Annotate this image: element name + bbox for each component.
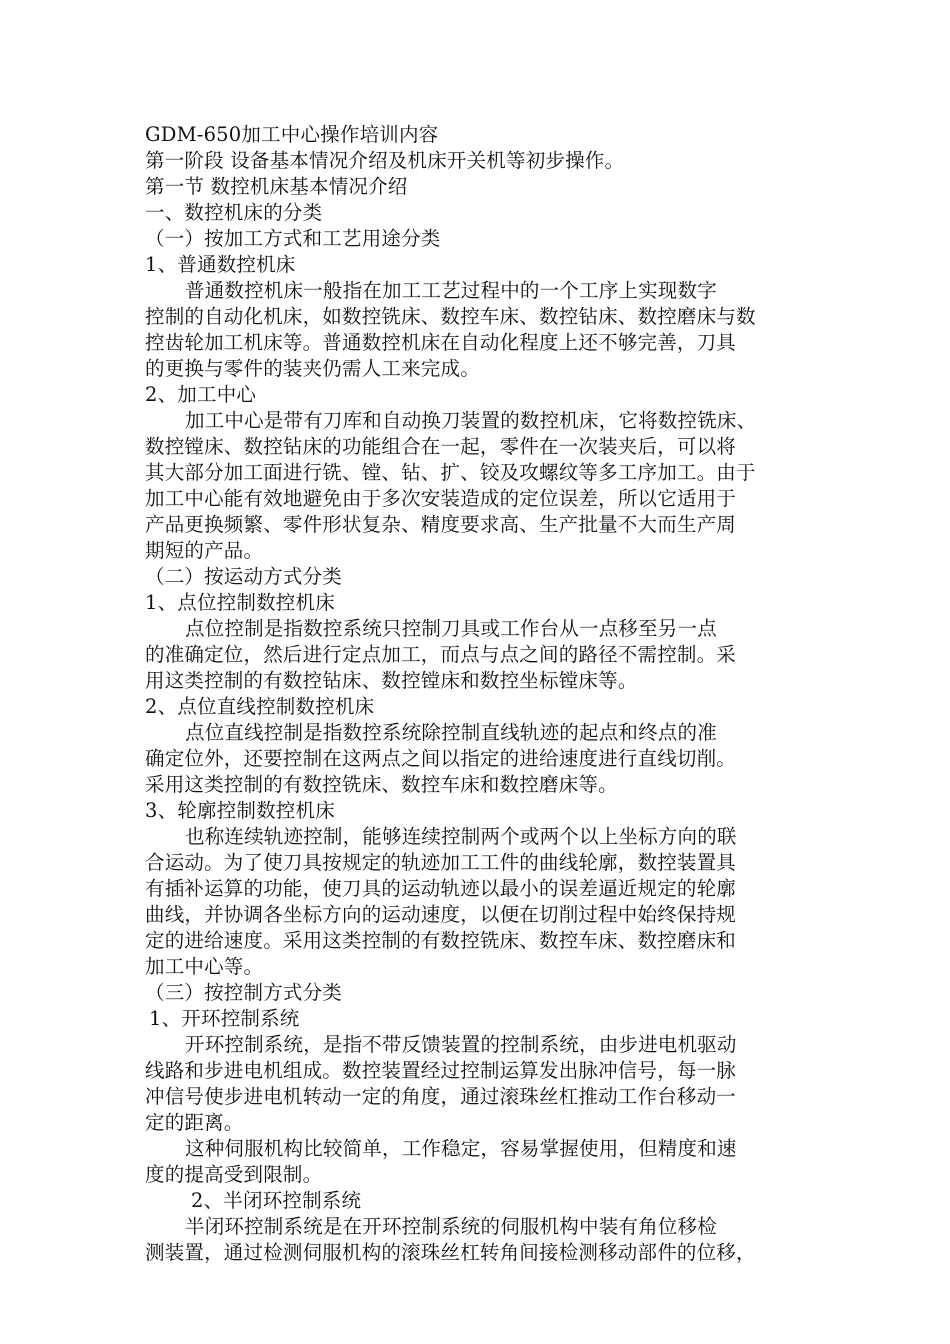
text-line: 其大部分加工面进行铣、镗、钻、扩、铰及攻螺纹等多工序加工。由于 [145, 461, 756, 484]
text-line: 2、点位直线控制数控机床 [145, 695, 375, 718]
text-line: 冲信号使步进电机转动一定的角度，通过滚珠丝杠推动工作台移动一 [145, 1085, 737, 1108]
document-body [145, 122, 815, 1266]
text-line: 定的距离。 [145, 1111, 244, 1134]
text-line: 控制的自动化机床，如数控铣床、数控车床、数控钻床、数控磨床与数 [145, 305, 756, 328]
text-line: 2、加工中心 [145, 383, 257, 406]
text-line: 测装置，通过检测伺服机构的滚珠丝杠转角间接检测移动部件的位移， [145, 1241, 756, 1264]
text-line: 的准确定位，然后进行定点加工，而点与点之间的路径不需控制。采 [145, 643, 737, 666]
text-line: 这种伺服机构比较简单，工作稳定，容易掌握使用，但精度和速 [185, 1137, 737, 1160]
text-line: 度的提高受到限制。 [145, 1163, 323, 1186]
text-line: 第一阶段 设备基本情况介绍及机床开关机等初步操作。 [145, 149, 625, 172]
text-line: 普通数控机床一般指在加工工艺过程中的一个工序上实现数字 [185, 279, 717, 302]
document-title: GDM-650加工中心操作培训内容 [145, 123, 439, 146]
text-line: 3、轮廓控制数控机床 [145, 799, 335, 822]
text-line: （一）按加工方式和工艺用途分类 [145, 227, 441, 250]
text-line: 确定位外，还要控制在这两点之间以指定的进给速度进行直线切削。 [145, 747, 737, 770]
text-line: 加工中心能有效地避免由于多次安装造成的定位误差，所以它适用于 [145, 487, 737, 510]
text-line: 加工中心等。 [145, 955, 264, 978]
text-line: 有插补运算的功能，使刀具的运动轨迹以最小的误差逼近规定的轮廓 [145, 877, 737, 900]
text-line: 1、普通数控机床 [145, 253, 296, 276]
text-line: 用这类控制的有数控钻床、数控镗床和数控坐标镗床等。 [145, 669, 638, 692]
text-line: 1、点位控制数控机床 [145, 591, 335, 614]
text-line: 一、数控机床的分类 [145, 201, 323, 224]
text-line: 定的进给速度。采用这类控制的有数控铣床、数控车床、数控磨床和 [145, 929, 737, 952]
text-line: 曲线，并协调各坐标方向的运动速度，以便在切削过程中始终保持规 [145, 903, 737, 926]
text-line: （三）按控制方式分类 [145, 981, 343, 1004]
text-line: 2、半闭环控制系统 [191, 1189, 362, 1212]
text-line: 线路和步进电机组成。数控装置经过控制运算发出脉冲信号，每一脉 [145, 1059, 737, 1082]
text-line: 半闭环控制系统是在开环控制系统的伺服机构中装有角位移检 [185, 1215, 717, 1238]
text-line: 点位直线控制是指数控系统除控制直线轨迹的起点和终点的准 [185, 721, 717, 744]
text-line: 数控镗床、数控钻床的功能组合在一起，零件在一次装夹后，可以将 [145, 435, 737, 458]
text-line: （二）按运动方式分类 [145, 565, 343, 588]
text-line: 产品更换频繁、零件形状复杂、精度要求高、生产批量不大而生产周 [145, 513, 737, 536]
text-line: 期短的产品。 [145, 539, 264, 562]
text-line: 采用这类控制的有数控铣床、数控车床和数控磨床等。 [145, 773, 618, 796]
text-line: 控齿轮加工机床等。普通数控机床在自动化程度上还不够完善，刀具 [145, 331, 737, 354]
text-line: 点位控制是指数控系统只控制刀具或工作台从一点移至另一点 [185, 617, 717, 640]
text-line: 也称连续轨迹控制，能够连续控制两个或两个以上坐标方向的联 [185, 825, 737, 848]
text-line: 1、开环控制系统 [149, 1007, 300, 1030]
text-line: 开环控制系统，是指不带反馈装置的控制系统，由步进电机驱动 [185, 1033, 737, 1056]
text-line: 加工中心是带有刀库和自动换刀装置的数控机床，它将数控铣床、 [185, 409, 757, 432]
text-line: 合运动。为了使刀具按规定的轨迹加工工件的曲线轮廓，数控装置具 [145, 851, 737, 874]
text-line: 第一节 数控机床基本情况介绍 [145, 175, 408, 198]
text-line: 的更换与零件的装夹仍需人工来完成。 [145, 357, 480, 380]
